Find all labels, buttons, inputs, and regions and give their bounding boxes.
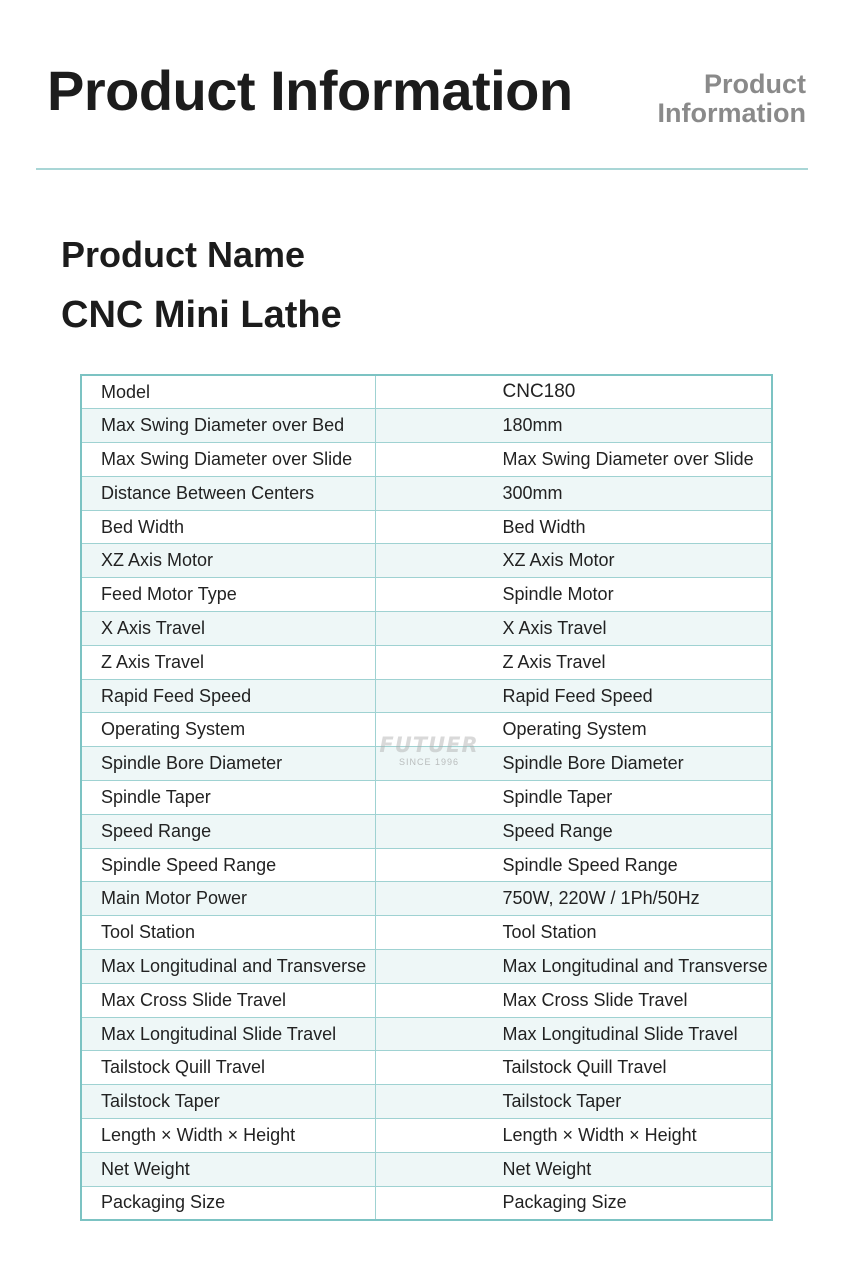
- spec-value: Net Weight: [375, 1152, 772, 1186]
- spec-row: [81, 679, 772, 713]
- spec-key: Speed Range: [81, 814, 375, 848]
- spec-key: Spindle Taper: [81, 781, 375, 815]
- spec-value: Max Longitudinal and Transverse: [375, 950, 772, 984]
- spec-key: XZ Axis Motor: [81, 544, 375, 578]
- spec-value: Rapid Feed Speed: [375, 679, 772, 713]
- spec-row: [81, 578, 772, 612]
- spec-value: 300mm: [375, 476, 772, 510]
- spec-value: CNC180: [375, 375, 772, 409]
- spec-value: Tailstock Taper: [375, 1085, 772, 1119]
- spec-key: Spindle Bore Diameter: [81, 747, 375, 781]
- spec-key: Max Longitudinal and Transverse: [81, 950, 375, 984]
- product-name-value: CNC Mini Lathe: [61, 294, 342, 336]
- spec-key: Distance Between Centers: [81, 476, 375, 510]
- spec-value: Operating System: [375, 713, 772, 747]
- watermark-since: SINCE 1996: [398, 757, 460, 767]
- product-name-label: Product Name: [61, 234, 306, 275]
- spec-row: [81, 476, 772, 510]
- spec-row: [81, 950, 772, 984]
- spec-row: [81, 713, 772, 747]
- spec-row: [81, 1085, 772, 1119]
- spec-key: Tailstock Taper: [81, 1085, 375, 1119]
- spec-value: X Axis Travel: [375, 612, 772, 646]
- spec-row: [81, 882, 772, 916]
- spec-row: [81, 612, 772, 646]
- spec-row: [81, 409, 772, 443]
- spec-key: Max Swing Diameter over Bed: [81, 409, 375, 443]
- spec-row: [81, 544, 772, 578]
- spec-row: [81, 1186, 772, 1220]
- spec-row: [81, 983, 772, 1017]
- spec-row: [81, 510, 772, 544]
- spec-row: [81, 1152, 772, 1186]
- spec-key: X Axis Travel: [81, 612, 375, 646]
- spec-value: Length × Width × Height: [375, 1119, 772, 1153]
- spec-table-body: [81, 375, 772, 1220]
- spec-row: [81, 781, 772, 815]
- spec-row: [81, 645, 772, 679]
- spec-row: [81, 747, 772, 781]
- page-title: Product Information: [47, 59, 573, 122]
- page-subtitle: [658, 70, 807, 128]
- page-subtitle-line-1: Product: [703, 69, 806, 99]
- spec-value: Max Swing Diameter over Slide: [375, 443, 772, 477]
- spec-key: Bed Width: [81, 510, 375, 544]
- spec-value: Max Cross Slide Travel: [375, 983, 772, 1017]
- spec-value: Tool Station: [375, 916, 772, 950]
- spec-value: 750W, 220W / 1Ph/50Hz: [375, 882, 772, 916]
- spec-value: Speed Range: [375, 814, 772, 848]
- spec-value: XZ Axis Motor: [375, 544, 772, 578]
- spec-value: Spindle Motor: [375, 578, 772, 612]
- spec-key: Operating System: [81, 713, 375, 747]
- spec-row: [81, 814, 772, 848]
- spec-key: Rapid Feed Speed: [81, 679, 375, 713]
- spec-row: [81, 1119, 772, 1153]
- spec-value: Spindle Bore Diameter: [375, 747, 772, 781]
- spec-key: Max Cross Slide Travel: [81, 983, 375, 1017]
- spec-row: [81, 916, 772, 950]
- spec-row: [81, 1051, 772, 1085]
- spec-key: Packaging Size: [81, 1186, 375, 1220]
- spec-key: Z Axis Travel: [81, 645, 375, 679]
- spec-table: [80, 374, 773, 1221]
- spec-row: [81, 443, 772, 477]
- spec-key: Max Longitudinal Slide Travel: [81, 1017, 375, 1051]
- spec-value: Max Longitudinal Slide Travel: [375, 1017, 772, 1051]
- spec-value: Spindle Speed Range: [375, 848, 772, 882]
- spec-key: Spindle Speed Range: [81, 848, 375, 882]
- spec-value: Packaging Size: [375, 1186, 772, 1220]
- watermark-brand: FUTUER: [379, 733, 479, 757]
- spec-value: Z Axis Travel: [375, 645, 772, 679]
- spec-key: Tool Station: [81, 916, 375, 950]
- spec-key: Feed Motor Type: [81, 578, 375, 612]
- spec-value: Tailstock Quill Travel: [375, 1051, 772, 1085]
- spec-value: Bed Width: [375, 510, 772, 544]
- spec-row: [81, 848, 772, 882]
- header-divider: [36, 168, 808, 170]
- spec-row: [81, 1017, 772, 1051]
- page-subtitle-line-2: Information: [657, 98, 806, 128]
- spec-value: 180mm: [375, 409, 772, 443]
- spec-key: Max Swing Diameter over Slide: [81, 443, 375, 477]
- spec-key: Net Weight: [81, 1152, 375, 1186]
- spec-key: Length × Width × Height: [81, 1119, 375, 1153]
- spec-key: Model: [81, 375, 375, 409]
- spec-key: Tailstock Quill Travel: [81, 1051, 375, 1085]
- spec-row: [81, 375, 772, 409]
- spec-key: Main Motor Power: [81, 882, 375, 916]
- spec-value: Spindle Taper: [375, 781, 772, 815]
